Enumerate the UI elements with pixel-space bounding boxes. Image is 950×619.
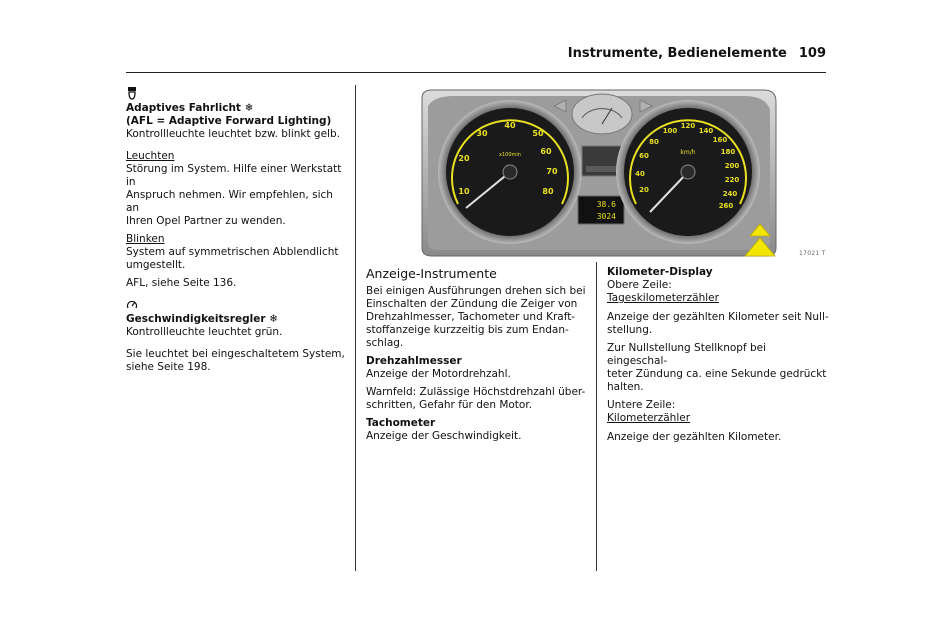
lower-line-label: Untere Zeile: (607, 399, 676, 411)
speedo-tick-label: 220 (724, 176, 740, 184)
intro-line: Drehzahlmesser, Tachometer und Kraft- (366, 311, 576, 323)
leuchten-line: Ihren Opel Partner zu wenden. (126, 215, 286, 227)
header-divider (126, 72, 826, 73)
trip-desc-line: stellung. (607, 324, 653, 336)
speedo-unit: km/h (680, 149, 696, 156)
cruise-title: Geschwindigkeitsregler ❄ (126, 313, 278, 325)
afl-headlight-icon (126, 86, 346, 102)
blinken-line: System auf symmetrischen Abblendlicht (126, 246, 339, 258)
afl-subtitle: (AFL = Adaptive Forward Lighting) (126, 115, 332, 127)
speedo-tick-label: 240 (722, 190, 738, 198)
blinken-line: umgestellt. (126, 259, 186, 271)
tacho-tick-label: 40 (504, 121, 516, 130)
snowflake-icon: ❄ (244, 102, 254, 114)
intro-line: schlag. (366, 337, 404, 349)
leuchten-line: Störung im System. Hilfe einer Werkstatt in (126, 163, 342, 188)
speedometer-arrow-icon (126, 297, 346, 313)
tacho-unit: x100min (499, 152, 521, 158)
afl-title: Adaptives Fahrlicht ❄ (126, 102, 254, 114)
reset-line: halten. (607, 381, 644, 393)
trip-display: 38.6 (596, 200, 616, 209)
left-column (126, 86, 346, 374)
intro-line: Einschalten der Zündung die Zeiger von (366, 298, 578, 310)
snowflake-icon: ❄ (269, 313, 278, 325)
km-display-title: Kilometer-Display (607, 266, 713, 278)
tacho-tick-label: 10 (458, 187, 470, 196)
speedo-tick-label: 160 (712, 136, 728, 144)
intro-line: stoffanzeige kurzzeitig bis zum Endan- (366, 324, 569, 336)
page-title: Instrumente, Bedienelemente (567, 46, 787, 61)
cruise-line: Sie leuchtet bei eingeschaltetem System, (126, 348, 345, 360)
reset-line: Zur Nullstellung Stellknopf bei eingeschal- (607, 342, 767, 367)
tacho-title: Tachometer (366, 417, 436, 429)
intro-line: Bei einigen Ausführungen drehen sich bei (366, 285, 586, 297)
afl-desc: Kontrollleuchte leuchtet bzw. blinkt gelb. (126, 128, 340, 140)
odo-desc: Anzeige der gezählten Kilometer. (607, 431, 782, 443)
section-heading: Anzeige-Instrumente (366, 266, 497, 281)
cruise-desc: Kontrollleuchte leuchtet grün. (126, 326, 283, 338)
odometer-label: Kilometerzähler (607, 412, 691, 424)
speedo-tick-label: 100 (662, 127, 678, 135)
tacho-tick-label: 80 (542, 187, 554, 196)
instrument-cluster-figure (414, 88, 829, 260)
rpm-desc: Anzeige der Motordrehzahl. (366, 368, 511, 380)
speedo-tick-label: 120 (680, 122, 696, 130)
trip-desc-line: Anzeige der gezählten Kilometer seit Null- (607, 311, 829, 323)
speedo-tick-label: 200 (724, 162, 740, 170)
warn-line: schritten, Gefahr für den Motor. (366, 399, 533, 411)
tacho-desc: Anzeige der Geschwindigkeit. (366, 430, 522, 442)
speedo-tick-label: 260 (718, 202, 734, 210)
right-column (607, 266, 829, 444)
reset-line: teter Zündung ca. eine Sekunde gedrückt (607, 368, 827, 380)
page-number: 109 (798, 46, 826, 61)
page-header (126, 46, 826, 68)
tacho-tick-label: 20 (458, 154, 470, 163)
blinken-label: Blinken (126, 233, 165, 245)
instrument-cluster-illustration (414, 88, 829, 260)
column-divider-right (596, 262, 597, 571)
tacho-tick-label: 60 (540, 147, 552, 156)
speedo-tick-label: 20 (639, 186, 649, 194)
middle-column (366, 266, 588, 443)
warn-line: Warnfeld: Zulässige Höchstdrehzahl über- (366, 386, 586, 398)
cruise-line: siehe Seite 198. (126, 361, 211, 373)
afl-see-page: AFL, siehe Seite 136. (126, 277, 237, 289)
speedo-tick-label: 60 (639, 152, 649, 160)
speedo-tick-label: 80 (649, 138, 659, 146)
upper-line-label: Obere Zeile: (607, 279, 672, 291)
rpm-title: Drehzahlmesser (366, 355, 462, 367)
odometer-display: 3024 (596, 212, 616, 221)
speedo-tick-label: 140 (698, 127, 714, 135)
figure-id: 17021 T (799, 250, 826, 257)
tacho-tick-label: 70 (546, 167, 558, 176)
tacho-tick-label: 50 (532, 129, 544, 138)
leuchten-label: Leuchten (126, 150, 175, 162)
tacho-tick-label: 30 (476, 129, 488, 138)
trip-counter-label: Tageskilometerzähler (607, 292, 719, 304)
speedo-tick-label: 40 (635, 170, 645, 178)
leuchten-line: Anspruch nehmen. Wir empfehlen, sich an (126, 189, 333, 214)
column-divider-left (355, 85, 356, 571)
speedo-tick-label: 180 (720, 148, 736, 156)
